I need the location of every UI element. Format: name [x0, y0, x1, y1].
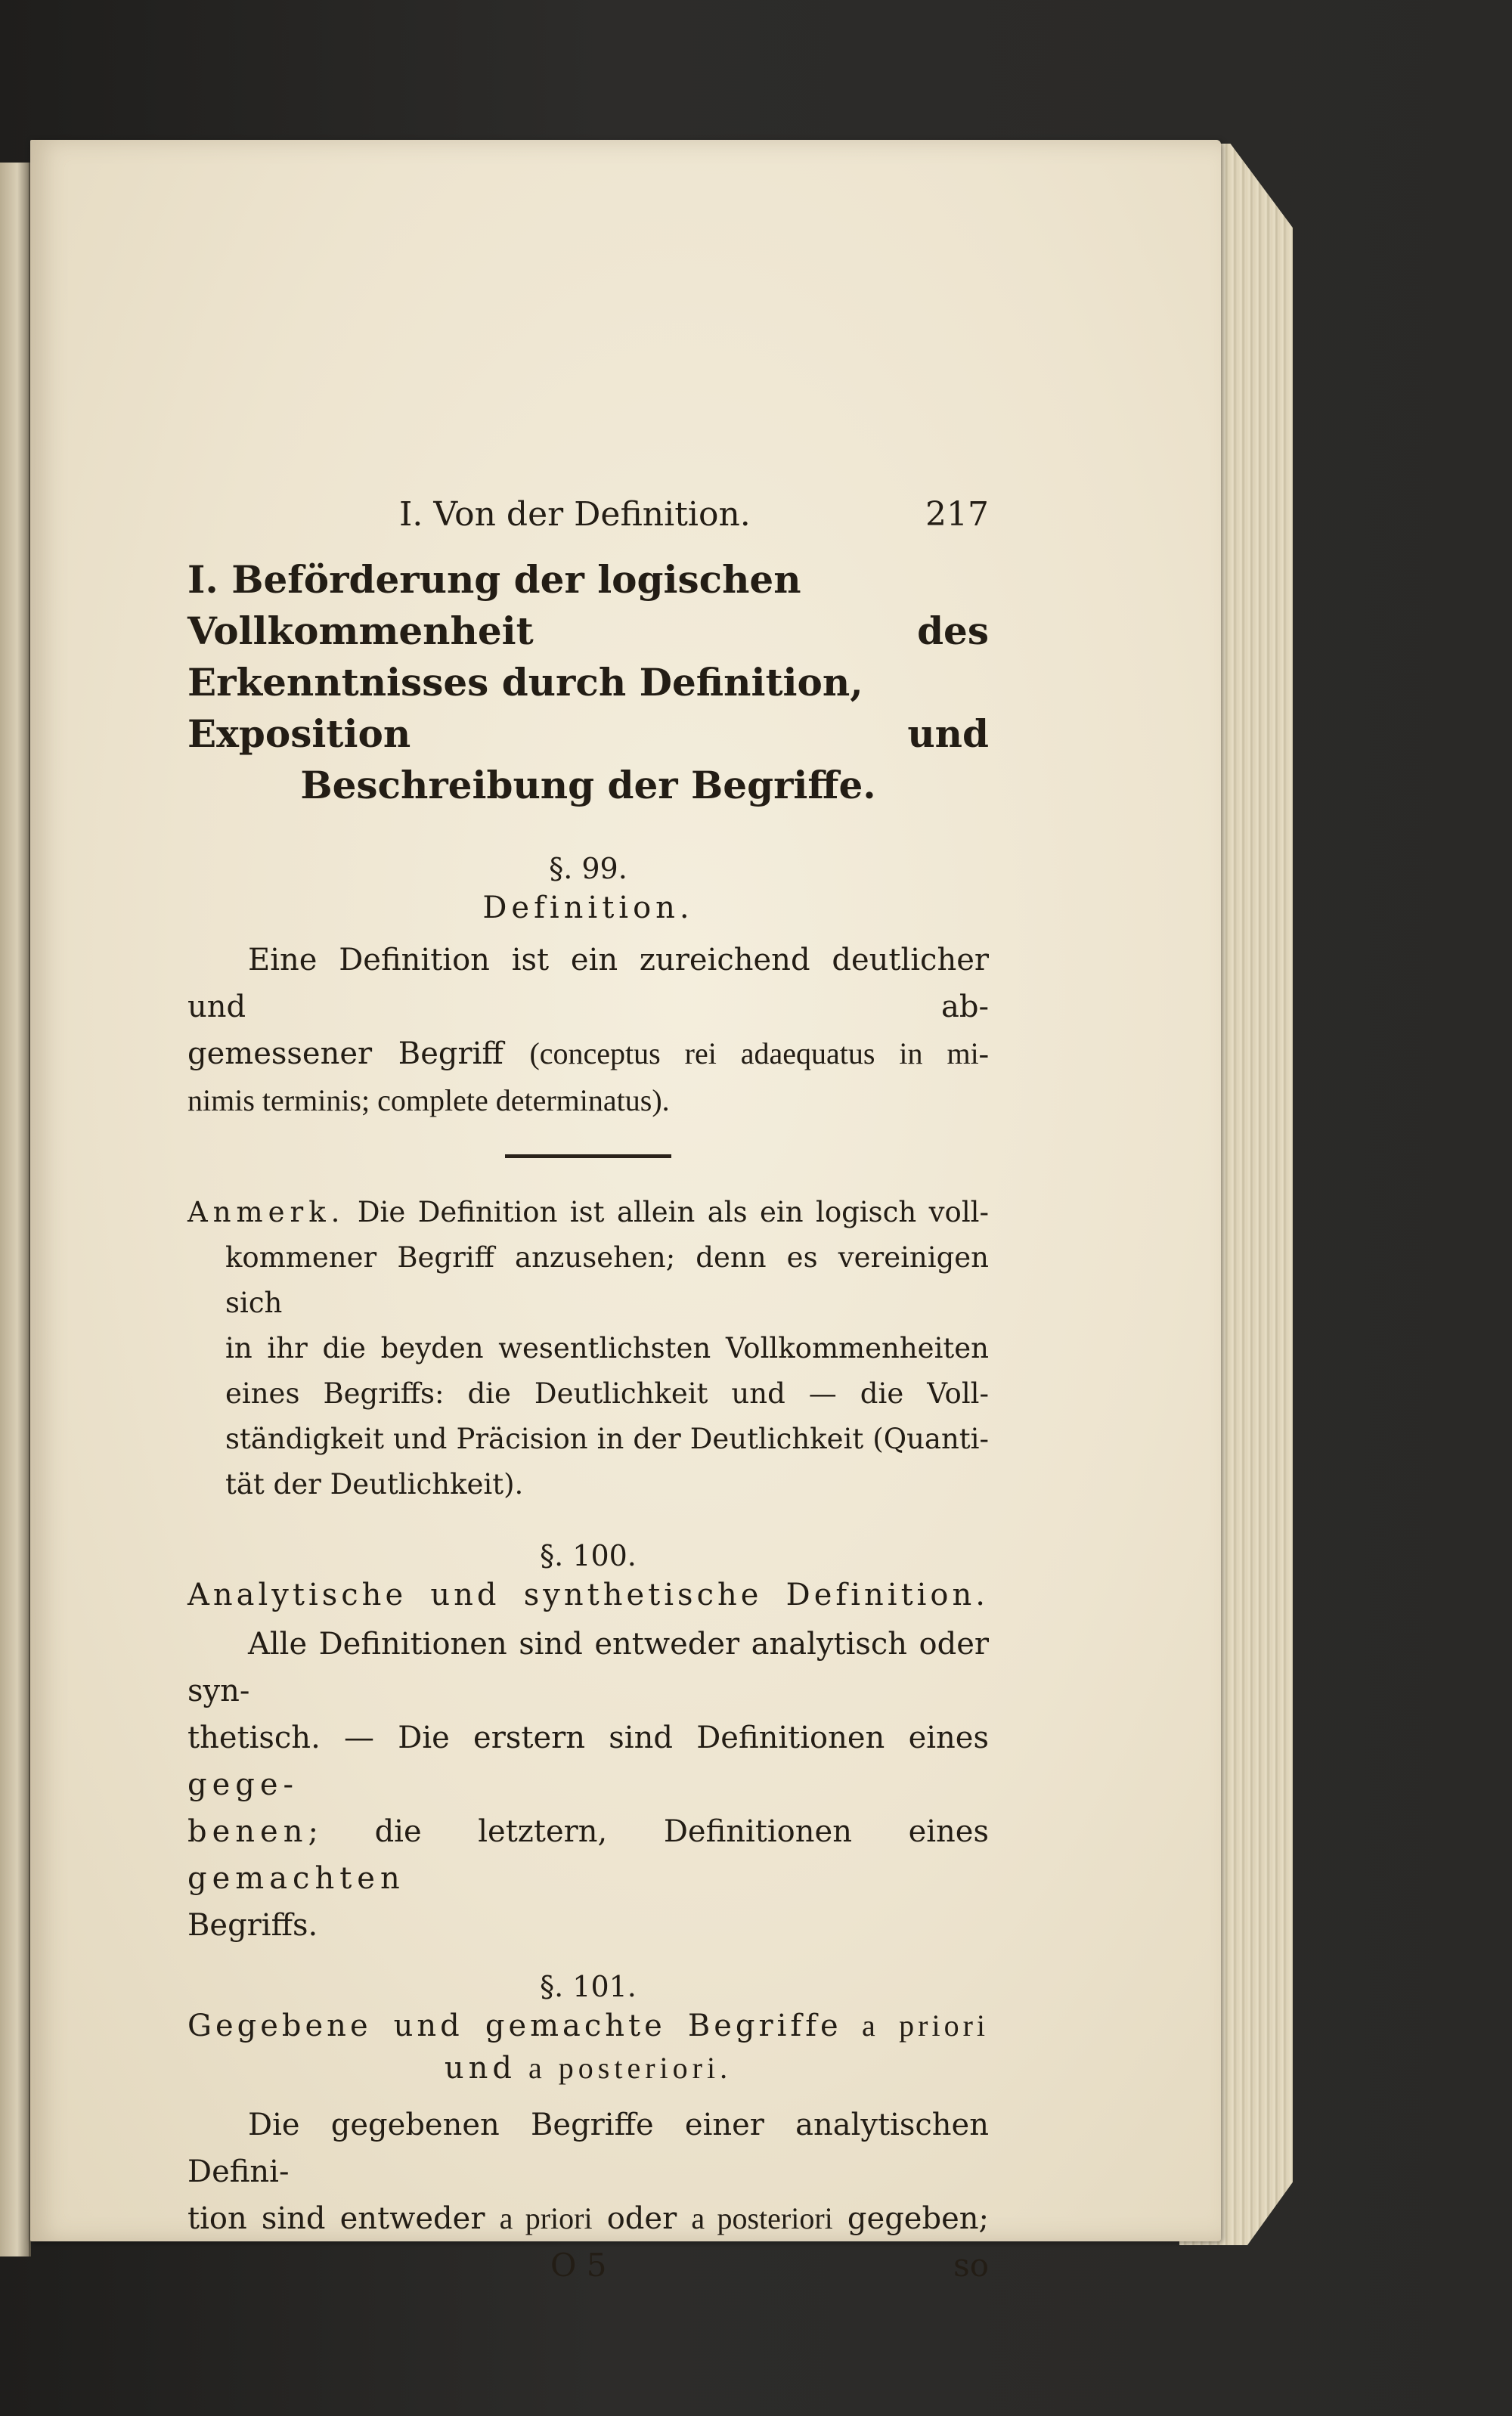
- annotation-line-5: ständigkeit und Präcision in der Deutlichkeit (Quanti-: [225, 1423, 989, 1455]
- signature-mark: O 5: [550, 2247, 607, 2284]
- sec101-line-2c: gegeben;: [832, 2201, 989, 2236]
- page-text-block: [187, 495, 989, 2292]
- section-title-101-line-1: [187, 2005, 989, 2047]
- section-number-101: §. 101.: [540, 1970, 637, 2003]
- sec99-latin-1: (conceptus rei adaequatus in mi-: [529, 1036, 990, 1070]
- sec101-title-a: Gegebene und gemachte Begriffe: [187, 2009, 842, 2043]
- heading-line-3: Beschreibung der Begriffe.: [300, 763, 876, 807]
- section-title-100: Analytische und synthetische Definition.: [187, 1578, 989, 1612]
- sec100-line-3b: ; die letztern, Definitionen eines: [308, 1814, 989, 1849]
- sec101-title-b: und: [444, 2051, 517, 2086]
- annotation-label: Anmerk.: [187, 1196, 345, 1228]
- annotation-line-3: in ihr die beyden wesentlichsten Vollkommenheiten: [225, 1332, 989, 1364]
- sec100-emph-gegeben-2: benen: [187, 1814, 308, 1849]
- running-title: I. Von der Definition.: [399, 495, 751, 534]
- catchword: so: [953, 2247, 989, 2284]
- sec101-line-2a: tion sind entweder: [187, 2201, 500, 2236]
- sec101-line-1: Die gegebenen Begriffe einer analytischen Defini-: [187, 2108, 989, 2189]
- annotation-99: [187, 1190, 989, 1507]
- sec101-line-2b: oder: [592, 2201, 692, 2236]
- annotation-line-4: eines Begriffs: die Deutlichkeit und — die Voll-: [225, 1377, 989, 1410]
- section-title-99: Definition.: [482, 891, 694, 925]
- section-title-101-line-2: [187, 2047, 989, 2089]
- sec99-line-1: Eine Definition ist ein zureichend deutlicher und ab-: [187, 943, 989, 1024]
- sec99-latin-2: nimis terminis; complete determinatus).: [187, 1083, 670, 1117]
- sec99-line-2a: gemessener Begriff: [187, 1036, 530, 1071]
- section-101-text: [187, 2102, 989, 2242]
- sec100-emph-gemacht: gemachten: [187, 1861, 405, 1896]
- sec100-emph-gegeben-1: gege-: [187, 1767, 299, 1802]
- page-footer: [187, 2247, 989, 2292]
- sec100-line-1: Alle Definitionen sind entweder analytisch oder syn-: [187, 1627, 989, 1708]
- annotation-line-2: kommener Begriff anzusehen; denn es vereinigen sich: [225, 1241, 989, 1319]
- sec101-latin-aposteriori: a posteriori: [691, 2201, 833, 2235]
- sec100-line-2a: thetisch. — Die erstern sind Definitionen eines: [187, 1721, 989, 1755]
- annotation-line-1: Die Definition ist allein als ein logisch voll-: [357, 1196, 989, 1228]
- annotation-line-6: tät der Deutlichkeit).: [225, 1468, 524, 1501]
- section-number-99: §. 99.: [549, 852, 627, 885]
- section-divider: [505, 1154, 671, 1158]
- page-number: 217: [925, 495, 989, 534]
- sec101-latin-apriori: a priori: [499, 2201, 593, 2235]
- heading-line-1: I. Beförderung der logischen Vollkommenheit des: [187, 557, 989, 653]
- sec100-line-4: Begriffs.: [187, 1908, 318, 1943]
- heading-line-2: Erkenntnisses durch Definition, Exposition und: [187, 660, 989, 756]
- sec101-title-latin-1: a priori: [841, 2009, 990, 2043]
- sec101-title-latin-2: a posteriori.: [516, 2051, 733, 2085]
- chapter-heading: [187, 554, 989, 811]
- section-100-text: [187, 1621, 989, 1949]
- section-number-100: §. 100.: [540, 1539, 637, 1572]
- running-header: [187, 495, 989, 541]
- section-99-text: [187, 937, 989, 1124]
- book-page: [30, 140, 1221, 2284]
- left-page-edge: [0, 163, 31, 2256]
